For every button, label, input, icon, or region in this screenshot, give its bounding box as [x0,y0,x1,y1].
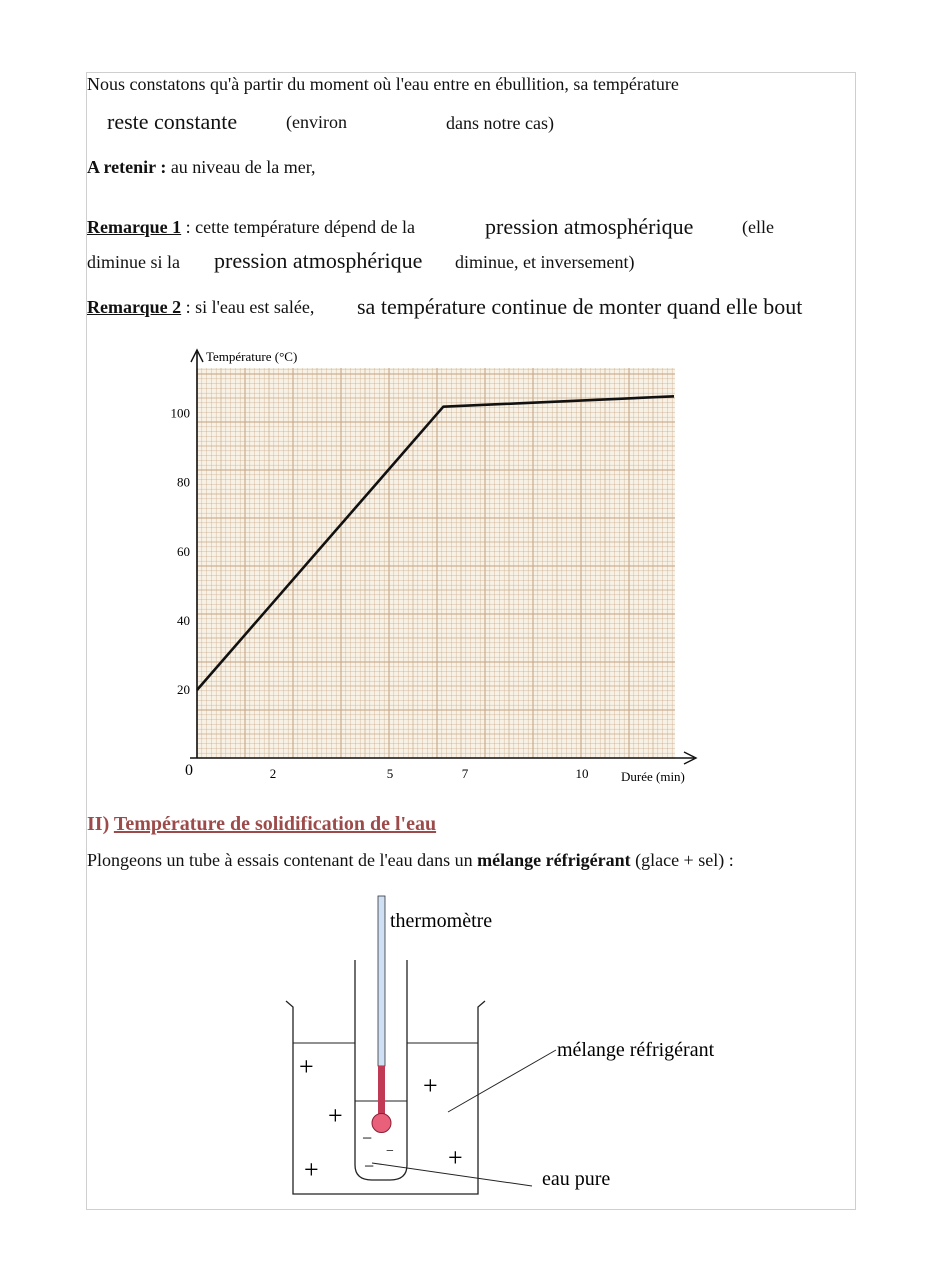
y-tick-label: 20 [177,682,190,697]
answer-pression-atmospherique-1: pression atmosphérique [485,214,694,239]
remarque1-text-a: : cette température dépend de la [185,217,416,237]
ice-plus-4: + [304,1155,319,1184]
label-eau-pure: eau pure [542,1168,611,1190]
remarque1-text-b: (elle [742,217,774,237]
section2-intro-bold: mélange réfrigérant [477,850,631,870]
remarque2-text: : si l'eau est salée, [185,297,315,317]
origin-label: 0 [185,762,193,779]
retenir-text: au niveau de la mer, [170,157,316,177]
leader-melange [448,1050,556,1112]
x-tick-label: 10 [575,766,589,781]
paragraph-boiling: Nous constatons qu'à partir du moment où l'eau entre en ébullition, sa température [87,74,679,94]
water-minus-1: − [362,1128,373,1148]
remarque1-label: Remarque 1 [87,217,182,237]
remarque1-text-d: diminue, et inversement) [455,252,635,272]
text-dans-notre-cas: dans notre cas) [446,113,554,133]
section2-intro-b: (glace + sel) : [635,850,734,870]
section2-heading [87,813,436,836]
label-melange: mélange réfrigérant [557,1039,715,1061]
ice-plus-2: + [328,1101,343,1130]
y-axis-label: Température (°C) [206,349,298,364]
ice-plus-5: + [448,1143,463,1172]
x-axis-label: Durée (min) [621,769,685,784]
x-tick-label: 5 [386,766,394,781]
retenir-label: A retenir : [87,157,167,177]
thermometer-liquid [378,1066,385,1118]
x-tick-label: 7 [461,766,469,781]
answer-pression-atmospherique-2: pression atmosphérique [214,248,423,273]
chart-grid [197,368,675,758]
section2-intro-a: Plongeons un tube à essais contenant de l'eau dans un [87,850,473,870]
answer-reste-constante: reste constante [107,109,238,134]
y-tick-label: 80 [177,474,190,490]
ice-plus-1: + [299,1052,314,1081]
experiment-diagram [0,880,946,1210]
answer-remarque2: sa température continue de monter quand elle bout [357,294,803,319]
section2-title: Température de solidification de l'eau [113,813,437,835]
y-tick-label: 40 [177,612,190,628]
water-minus-2: − [386,1144,394,1159]
section2-intro [87,850,734,871]
thermometer-bulb [372,1114,391,1133]
x-tick-label: 2 [269,766,277,781]
remarque1-text-c: diminue si la [87,252,180,272]
y-tick-label: 100 [170,405,190,421]
ice-plus-3: + [423,1071,438,1100]
text-environ: (environ [286,112,347,132]
y-tick-label: 60 [177,543,190,559]
water-minus-3: − [364,1156,375,1176]
label-thermometre: thermomètre [390,910,493,932]
remarque2-label: Remarque 2 [87,297,182,317]
section2-number: II) [87,813,110,835]
thermometer-tube [378,896,385,1066]
